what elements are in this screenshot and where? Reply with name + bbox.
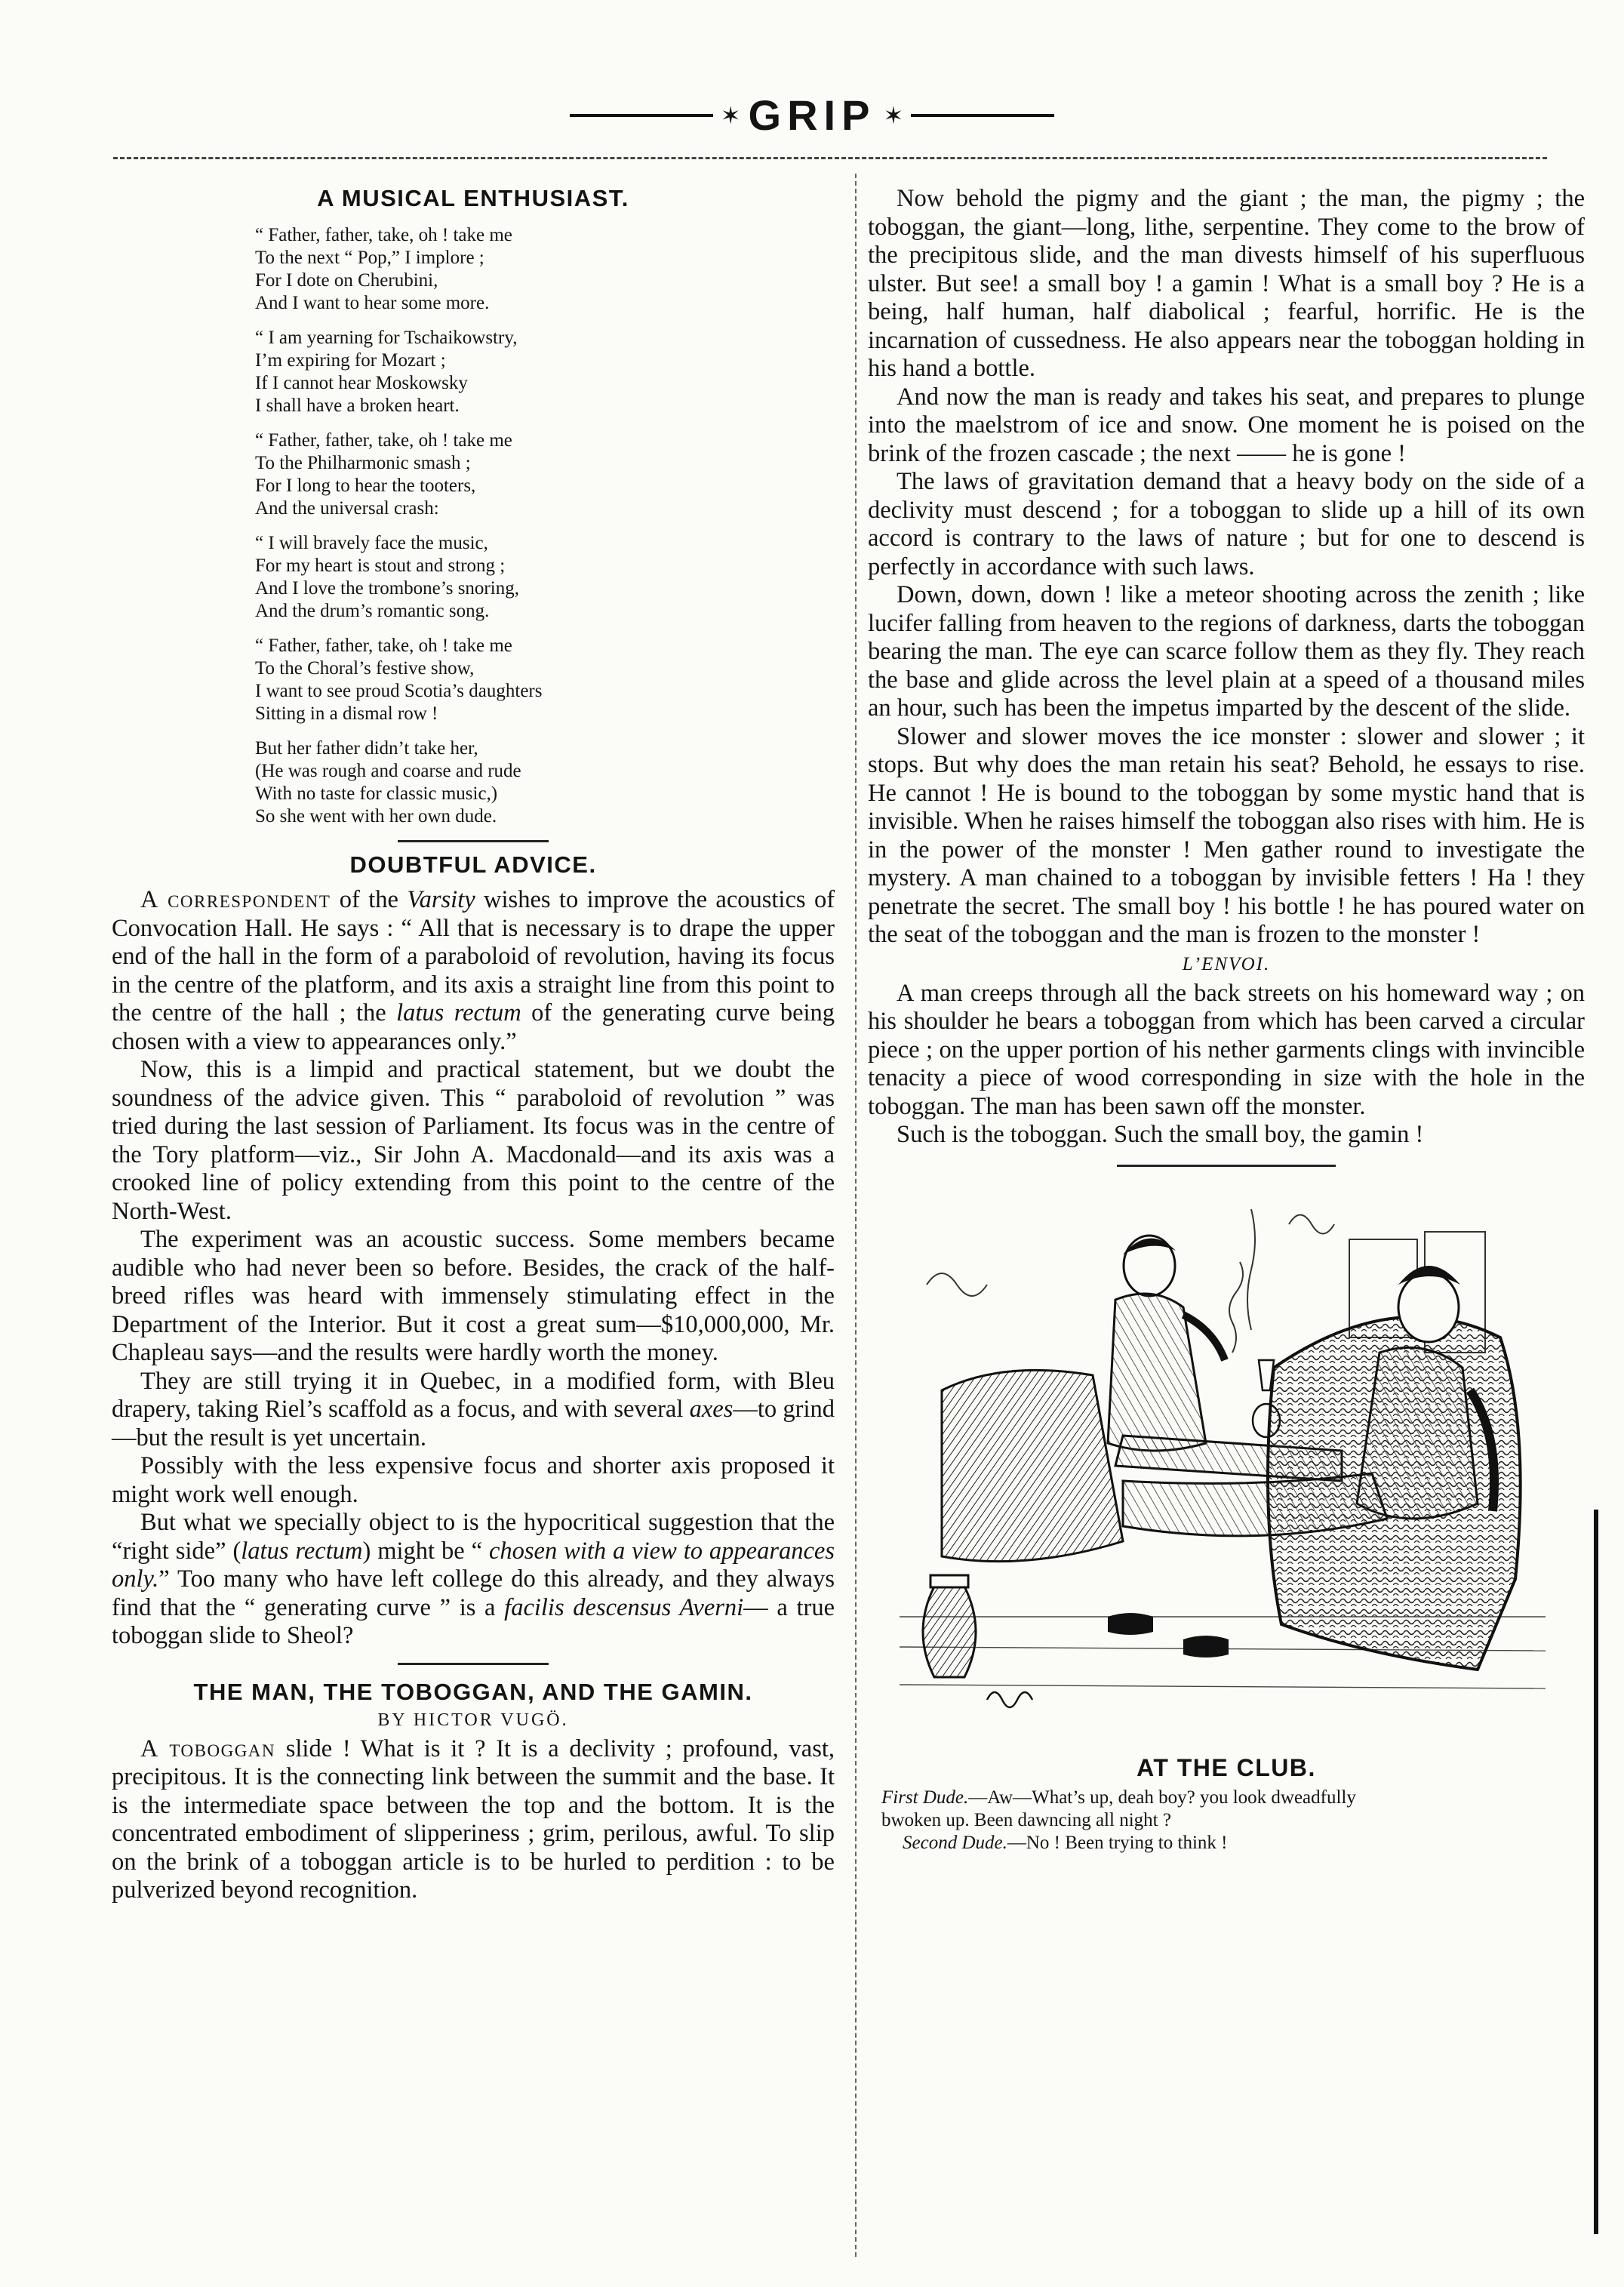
poem-line: For I dote on Cherubini, — [255, 270, 438, 291]
drop-word: A toboggan — [140, 1734, 276, 1762]
masthead-title: GRIP — [748, 91, 876, 139]
text-run: But what we specially object to is the hypocritical suggestion that the “right side” ( — [112, 1509, 835, 1565]
right-column — [868, 185, 1585, 1855]
poem-line: With no taste for classic music,) — [255, 783, 498, 804]
text-run: ) might be “ — [362, 1537, 489, 1565]
column-divider — [855, 174, 857, 2257]
poem-line: “ I will bravely face the music, — [255, 533, 488, 553]
text-run: wishes to improve the acoustics of Convocation Hall. He says : “ All that is necessary is to drape the upper end of the hall in the form of a paraboloid of revolution, having its focus in the centre of the platform, and its axis a straight line from this point to the centre of the hall ; the — [112, 886, 835, 1027]
poem-line: For my heart is stout and strong ; — [255, 556, 506, 576]
poem-line: To the Philharmonic smash ; — [255, 453, 471, 473]
emphasis: axes — [689, 1396, 734, 1423]
doubtful-paragraph — [112, 1509, 835, 1651]
byline: BY HICTOR VUGÖ. — [377, 1710, 569, 1730]
poem-stanza — [255, 737, 835, 828]
poem-line: For I long to hear the tooters, — [255, 476, 476, 496]
poem-line: And I love the trombone’s snoring, — [255, 578, 519, 599]
left-column — [112, 185, 835, 1905]
dialogue-line — [881, 1832, 1585, 1855]
poem-stanza — [255, 532, 835, 623]
text-run: They are still trying it in Quebec, in a modified form, with Bleu drapery, taking Riel’s scaffold as a focus, and with several — [112, 1367, 835, 1423]
header-divider — [113, 157, 1547, 159]
doubtful-paragraph — [112, 1368, 835, 1453]
poem-line: “ I am yearning for Tschaikowstry, — [255, 328, 518, 348]
section-rule — [398, 840, 549, 842]
toboggan-paragraph: And now the man is ready and takes his seat, and prepares to plunge into the maelstrom of ice and snow. One moment he is poised on the brink of the frozen cascade ; the next —— he is gone ! — [868, 383, 1585, 467]
poem-stanza — [255, 635, 835, 725]
star-ornament-icon: ✶ — [720, 101, 741, 129]
poem-line: So she went with her own dude. — [255, 806, 497, 826]
poem-line: I shall have a broken heart. — [255, 396, 460, 416]
page-edge-rule — [1594, 1510, 1598, 2234]
poem-line: I’m expiring for Mozart ; — [255, 350, 446, 371]
text-run: ” Too many who have left college do this already, and they always find that the “ generating curve ” is a — [112, 1565, 835, 1621]
toboggan-paragraph: Slower and slower moves the ice monster : slower and slower ; it stops. But why does the man retain his seat? Behold, he essays to rise. He cannot ! He is bound to the toboggan by some mystic hand that is invisible. When he raises himself the toboggan also rises with him. He is in the power of the monster ! Men gather round to investigate the mystery. A man chained to a toboggan by invisible fetters ! Ha ! they penetrate the secret. The small boy ! his bottle ! he has poured water on the seat of the toboggan and the man is frozen to the monster ! — [868, 722, 1585, 948]
toboggan-heading: THE MAN, THE TOBOGGAN, AND THE GAMIN. — [193, 1678, 753, 1705]
poem-line: But her father didn’t take her, — [255, 738, 478, 759]
text-run: of the — [331, 886, 408, 913]
masthead — [0, 91, 1624, 140]
dialogue-text: —No ! Been trying to think ! — [1007, 1832, 1228, 1853]
dialogue-line — [881, 1809, 1585, 1832]
dialogue-line — [881, 1787, 1585, 1809]
emphasis: chosen with a view to appearances only. — [112, 1537, 835, 1593]
doubtful-heading: DOUBTFUL ADVICE. — [349, 851, 597, 878]
poem-line: “ Father, father, take, oh ! take me — [255, 430, 512, 451]
dialogue-text: —Aw—What’s up, deah boy? you look dweadfully — [968, 1787, 1356, 1808]
envoi-heading: L’ENVOI. — [1182, 953, 1271, 974]
poem-line: And I want to hear some more. — [255, 293, 490, 313]
latin-term: latus rectum — [396, 999, 521, 1027]
poem-stanza — [255, 224, 835, 315]
poem-line: If I cannot hear Moskowsky — [255, 373, 468, 393]
poem-line: And the universal crash: — [255, 498, 439, 519]
club-cartoon-illustration — [897, 1194, 1553, 1745]
musical-poem — [255, 224, 835, 828]
poem-line: And the drum’s romantic song. — [255, 601, 490, 621]
doubtful-paragraph — [112, 886, 835, 1056]
doubtful-paragraph: Now, this is a limpid and practical statement, but we doubt the soundness of the advice given. This “ paraboloid of revolution ” was tried during the last session of Parliament. Its focus was in the centre of the Tory platform—viz., Sir John A. Macdonald—and its axis was a crooked line of policy extending from this point to the centre of the North-West. — [112, 1056, 835, 1225]
masthead-rule-left — [570, 114, 713, 117]
text-run: — a true toboggan slide to Sheol? — [112, 1593, 835, 1649]
star-ornament-icon: ✶ — [883, 101, 904, 129]
musical-heading: A MUSICAL ENTHUSIAST. — [317, 185, 629, 211]
toboggan-paragraph: The laws of gravitation demand that a heavy body on the side of a declivity must descend ; for a toboggan to slide up a hill of its own accord is contrary to the laws of nature ; but for one to descend is perfectly in accordance with such laws. — [868, 468, 1585, 580]
masthead-rule-right — [911, 114, 1054, 117]
toboggan-paragraph: Down, down, down ! like a meteor shooting across the zenith ; like lucifer falling from heaven to the regions of darkness, darts the toboggan bearing the man. The eye can scarce follow them as they fly. They reach the base and glide across the level plain at a speed of a thousand miles an hour, such has been the impetus imparted by the descent of the slide. — [868, 581, 1585, 722]
speaker-label: First Dude. — [881, 1787, 969, 1808]
toboggan-paragraph: Now behold the pigmy and the giant ; the man, the pigmy ; the toboggan, the giant—long, lithe, serpentine. They come to the brow of the precipitous slide, and the man divests himself of his superfluous ulster. But see! a small boy ! a gamin ! What is a small boy ? He is a being, half human, half diabolical ; fearful, horrific. He is the incarnation of cussedness. He also appears near the toboggan holding in his hand a bottle. — [868, 185, 1585, 382]
poem-line: (He was rough and coarse and rude — [255, 761, 521, 781]
poem-line: To the next “ Pop,” I implore ; — [255, 248, 484, 268]
text-run: —to grind—but the result is yet uncertain. — [112, 1396, 835, 1451]
doubtful-paragraph: The experiment was an acoustic success. Some members became audible who had never been so before. Besides, the crack of the half-breed rifles was heard with immensely stimulating effect in the Department of the Interior. But it cost a great sum—$10,000,000, Mr. Chapleau says—and the results were hardly worth the money. — [112, 1226, 835, 1366]
latin-term: facilis descensus Averni — [504, 1593, 744, 1621]
cartoon-drawing — [897, 1194, 1553, 1745]
speaker-label: Second Dude. — [903, 1832, 1007, 1853]
cartoon-dialogue — [881, 1787, 1585, 1855]
poem-line: Sitting in a dismal row ! — [255, 703, 438, 724]
poem-line: “ Father, father, take, oh ! take me — [255, 225, 512, 245]
section-rule — [398, 1663, 549, 1665]
doubtful-paragraph: Possibly with the less expensive focus and shorter axis proposed it might work well enough. — [112, 1452, 835, 1508]
poem-stanza — [255, 327, 835, 417]
text-run: slide ! What is it ? It is a declivity ; profound, vast, precipitous. It is the connecting link between the summit and the base. It is the intermediate space between the top and the bottom. It is the concentrated embodiment of slipperiness ; grim, perilous, awful. To slip on the brink of a toboggan article is to be hurled to perdition : to be pulverized beyond recognition. — [112, 1734, 835, 1904]
publication-name: Varsity — [407, 886, 475, 913]
drop-word: A correspondent — [140, 886, 331, 913]
poem-line: I want to see proud Scotia’s daughters — [255, 681, 543, 701]
cartoon-title: AT THE CLUB. — [1136, 1753, 1316, 1781]
toboggan-paragraph — [112, 1735, 835, 1905]
poem-stanza — [255, 429, 835, 520]
toboggan-paragraph: Such is the toboggan. Such the small boy, the gamin ! — [897, 1121, 1424, 1148]
latin-term: latus rectum — [241, 1537, 363, 1565]
dialogue-text: bwoken up. Been dawncing all night ? — [881, 1809, 1171, 1830]
text-run: of the generating curve being chosen with a view to appearances only.” — [112, 999, 835, 1055]
section-rule — [1117, 1165, 1336, 1167]
poem-line: “ Father, father, take, oh ! take me — [255, 636, 512, 656]
toboggan-paragraph: A man creeps through all the back streets on his homeward way ; on his shoulder he bears a toboggan from which has been carved a circular piece ; on the upper portion of his nether garments clings with invincible tenacity a piece of wood corresponding in size with the hole in the toboggan. The man has been sawn off the monster. — [868, 979, 1585, 1120]
poem-line: To the Choral’s festive show, — [255, 658, 475, 679]
